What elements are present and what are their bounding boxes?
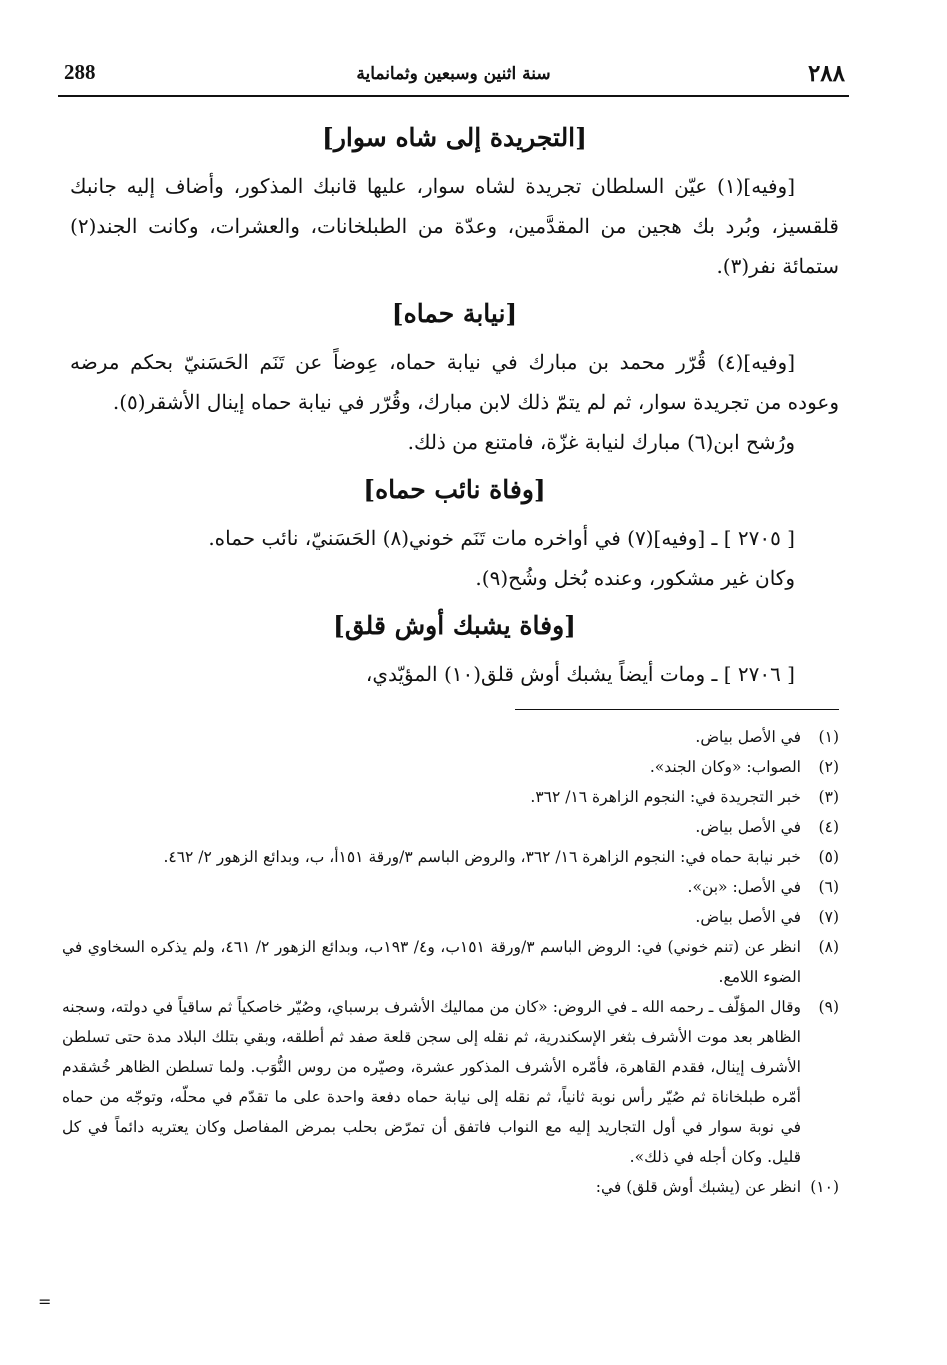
footnote-number: (٢) (818, 758, 839, 776)
footnote (62, 752, 839, 782)
footnote-text: انظر عن (يشبك أوش قلق) في: (595, 1178, 801, 1196)
footnote-rule (515, 709, 839, 710)
footnote-number: (١) (818, 728, 839, 746)
paragraph: وكان غير مشكور، وعنده بُخل وشُح(٩). (475, 566, 795, 590)
footnote-text: الصواب: «وكان الجند». (649, 758, 801, 776)
footnote-number: (٦) (818, 878, 839, 896)
running-title: سنة اثنين وسبعين وثمانماية (356, 64, 551, 84)
footnote-text: خبر التجريدة في: النجوم الزاهرة ١٦/ ٣٦٢. (530, 788, 801, 806)
section-heading: [وفاة نائب حماه] (363, 475, 546, 504)
footnote-number: (٥) (818, 848, 839, 866)
footnote (62, 812, 839, 842)
footnote (62, 872, 839, 902)
paragraph: ورُشح ابن(٦) مبارك لنيابة غزّة، فامتنع من ذلك. (407, 430, 795, 454)
page-header (58, 58, 849, 92)
footnote-number: (١٠) (810, 1178, 839, 1196)
footnote-number: (٤) (818, 818, 839, 836)
footnote-text: في الأصل بياض. (695, 728, 801, 746)
paragraph: [وفيه](١) عيّن السلطان تجريدة لشاه سوار، عليها قانبك المذكور، وأضاف إليه جانبك قلقسيز، وبُرد بك هجين من المقدَّمين، وعدّة من الطبلخانات، والعشرات، وكانت الجند(٢) ستمائة نفر(٣). (70, 174, 839, 278)
footnote-number: (٩) (818, 998, 839, 1016)
footnote (62, 1172, 839, 1202)
section-heading: [وفاة يشبك أوش قلق] (333, 611, 576, 640)
header-rule (58, 95, 849, 97)
footnote-text: في الأصل بياض. (695, 908, 801, 926)
footnote-text: انظر عن (تنم خوني) في: الروض الباسم ٣/ورقة ١٥١ب، و٤/ ١٩٣ب، وبدائع الزهور ٢/ ٤٦١، ولم يذكره السخاوي في الضوء اللامع. (62, 938, 801, 986)
section-heading: [نيابة حماه] (391, 299, 518, 328)
footnote (62, 932, 839, 992)
paragraph: [ ٢٧٠٦ ] ـ ومات أيضاً يشبك أوش قلق(١٠) المؤيّدي، (365, 662, 795, 686)
main-text (70, 110, 839, 694)
footnote-text: في الأصل بياض. (695, 818, 801, 836)
footnote (62, 842, 839, 872)
footnote (62, 722, 839, 752)
page-number-arabic: ٢٨٨ (807, 60, 845, 87)
footnote-number: (٨) (818, 938, 839, 956)
page-number-latin: 288 (64, 60, 96, 84)
footnote-text: وقال المؤلّف ـ رحمه الله ـ في الروض: «كان من مماليك الأشرف برسباي، وصُيّر خاصكياً ثم ساقياً في دولته، وسجنه الظاهر بعد موت الأشرف بثغر الإسكندرية، ثم نقله إلى سجن قلعة صفد ثم أطلقه، وبقي بتلك البلاد مدة حتى تسلطن الأشرف إينال، فقدم القاهرة، فأمّره الأشرف المذكور عشرة، وصيّره من روس النُّوَب. ولما تسلطن الظاهر خُشقدم أمّره طبلخاناة ثم صُيّر رأس نوبة ثانياً، ثم نقله إلى نيابة حماه دفعة واحدة على ما تقدّم في محلّه، وتوجّه من حماه في نوبة سوار في أول التجاريد إليه مع النواب فاتفق أن تمرّض بحلب بمرض المفاصل وكان يعتريه دائماً في كل قليل. وكان أجله في ذلك». (62, 998, 801, 1166)
continuation-mark: = (38, 1292, 52, 1311)
paragraph: [ ٢٧٠٥ ] ـ [وفيه](٧) في أواخره مات تَنَم خوني(٨) الحَسَنيّ، نائب حماه. (208, 526, 795, 550)
footnote (62, 992, 839, 1172)
footnotes (62, 722, 839, 1202)
footnote-text: في الأصل: «بن». (687, 878, 801, 896)
footnote (62, 782, 839, 812)
section-heading: [التجريدة إلى شاه سوار] (322, 123, 587, 152)
footnote-number: (٧) (818, 908, 839, 926)
paragraph: [وفيه](٤) قُرّر محمد بن مبارك في نيابة حماه، عِوضاً عن تَنَم الحَسَنيّ بحكم مرضه وعوده من تجريدة سوار، ثم لم يتمّ ذلك لابن مبارك، وقُرّر في نيابة حماه إينال الأشقر(٥). (70, 350, 839, 414)
footnote-text: خبر نيابة حماه في: النجوم الزاهرة ١٦/ ٣٦٢، والروض الباسم ٣/ورقة ١٥١أ، ب، وبدائع الزهور ٢/ ٤٦٢. (163, 848, 801, 866)
footnote-number: (٣) (818, 788, 839, 806)
footnote (62, 902, 839, 932)
